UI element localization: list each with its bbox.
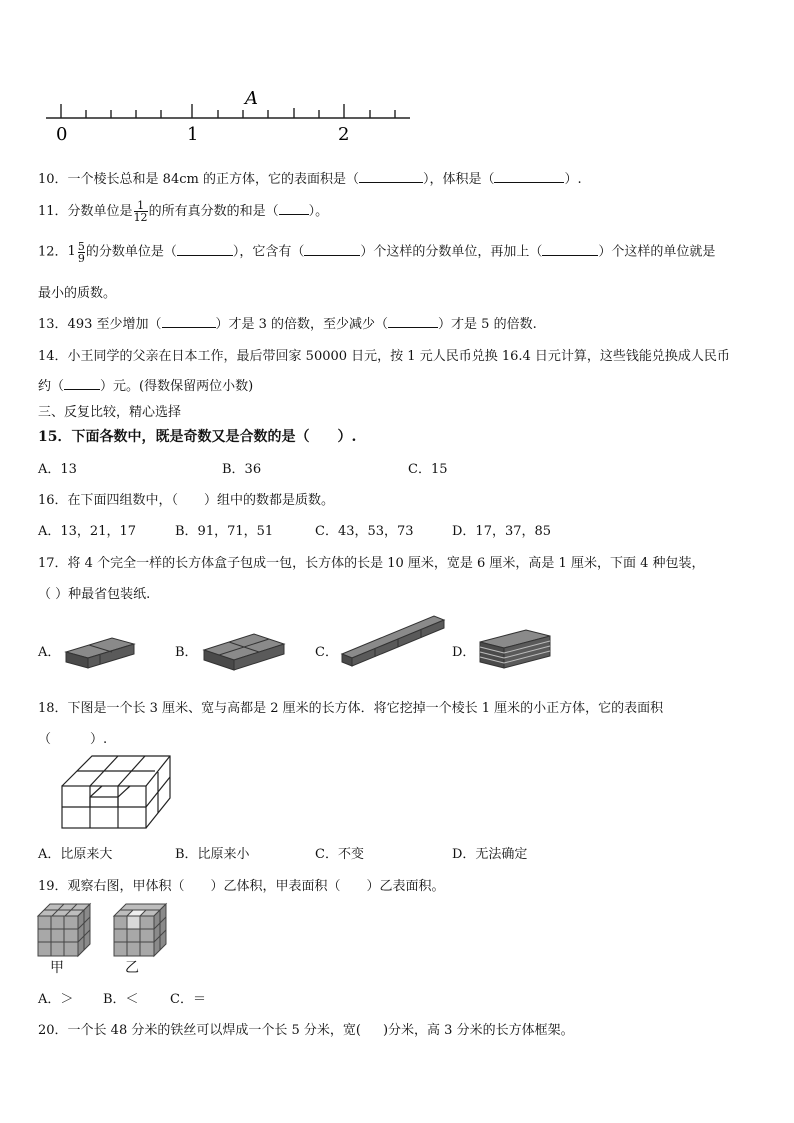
q19-text: 观察右图，甲体积（ ）乙体积，甲表面积（ ）乙表面积。 <box>67 879 445 894</box>
q11-frac-numerator: 1 <box>137 199 145 212</box>
question-19 <box>38 875 445 894</box>
q10-blank-volume[interactable] <box>494 170 564 183</box>
question-11 <box>38 199 328 225</box>
q18-line-2: （ ）. <box>38 732 108 747</box>
q20-blank[interactable] <box>361 1022 383 1034</box>
q12-text-1: 的分数单位是（ <box>85 244 177 260</box>
q19-option-c[interactable]: C．＝ <box>170 992 206 1007</box>
q18-cuboid-figure <box>60 752 175 832</box>
q11-text-2: 的所有真分数的和是（ <box>148 204 279 219</box>
question-12 <box>38 237 715 268</box>
q20-text-1: 一个长 48 分米的铁丝可以焊成一个长 5 分米，宽( <box>67 1023 361 1038</box>
q12-blank-2[interactable] <box>304 243 360 256</box>
q14-blank[interactable] <box>64 377 100 390</box>
q17-option-c[interactable]: C． <box>315 645 338 660</box>
q13-blank-2[interactable] <box>388 315 438 328</box>
q11-blank[interactable] <box>279 202 309 215</box>
q12-text-3: ）个这样的分数单位，再加上（ <box>360 244 543 260</box>
q16-number: 16． <box>38 493 68 508</box>
q18-option-b[interactable]: B．比原来小 <box>175 847 250 862</box>
question-13 <box>38 313 537 332</box>
q18-option-a[interactable]: A．比原来大 <box>38 847 113 862</box>
q14-text-2a: 约（ <box>38 379 65 394</box>
q16-option-c[interactable]: C．43，53，73 <box>315 524 414 539</box>
label-yi: 乙 <box>125 960 139 976</box>
q16-text: 在下面四组数中，（ ）组中的数都是质数。 <box>67 493 335 508</box>
question-14-line-2 <box>38 375 253 394</box>
q12-frac-denominator: 9 <box>77 251 85 265</box>
q20-number: 20． <box>38 1023 68 1038</box>
q19-cube-yi <box>112 902 168 958</box>
q13-blank-1[interactable] <box>162 315 216 328</box>
q12-frac-numerator: 5 <box>77 239 85 253</box>
q11-text-3: ）。 <box>308 204 329 219</box>
q15-option-b[interactable]: B．36 <box>222 462 262 477</box>
q19-cube-jia <box>36 902 92 958</box>
q14-text-2b: ）元。(得数保留两位小数) <box>100 379 254 394</box>
tick-label-2: 2 <box>338 124 350 145</box>
q16-option-d[interactable]: D．17，37，85 <box>452 524 552 539</box>
q17-package-a-image <box>62 622 138 672</box>
q13-text-2: ）才是 3 的倍数，至少减少（ <box>215 317 389 332</box>
q17-line-2: （ ）种最省包装纸. <box>38 587 151 602</box>
q15-option-a[interactable]: A．13 <box>38 462 77 477</box>
question-10 <box>38 168 582 187</box>
q14-number: 14． <box>38 349 68 364</box>
question-18 <box>38 697 663 716</box>
q12-text-4: ）个这样的单位就是 <box>598 244 716 260</box>
q15-text: 下面各数中，既是奇数又是合数的是（ ）. <box>71 429 357 445</box>
q10-text-1: 一个棱长总和是 84cm 的正方体，它的表面积是（ <box>67 172 359 187</box>
question-15 <box>38 426 356 446</box>
q13-number: 13． <box>38 317 68 332</box>
q18-line-1: 下图是一个长 3 厘米、宽与高都是 2 厘米的长方体．将它挖掉一个棱长 1 厘米的小正方体，它的表面积 <box>67 701 664 716</box>
q15-option-c[interactable]: C．15 <box>408 462 448 477</box>
q12-text-2: ），它含有（ <box>232 244 305 260</box>
q17-option-a[interactable]: A． <box>38 645 61 660</box>
number-line <box>40 86 420 146</box>
tick-label-1: 1 <box>187 124 199 145</box>
q10-blank-surface[interactable] <box>359 170 423 183</box>
q19-option-b[interactable]: B．＜ <box>103 992 139 1007</box>
q12-line-2: 最小的质数。 <box>38 286 117 301</box>
q18-number: 18． <box>38 701 68 716</box>
point-label-a: A <box>245 88 258 109</box>
q16-option-a[interactable]: A．13，21，17 <box>38 524 137 539</box>
q11-frac-denominator: 12 <box>133 211 148 224</box>
q11-number: 11． <box>38 204 68 219</box>
q12-mixed-number <box>68 237 86 267</box>
q14-line-1: 小王同学的父亲在日本工作，最后带回家 50000 日元，按 1 元人民币兑换 16.4 日元计算，这些钱能兑换成人民币 <box>67 349 730 364</box>
q11-fraction <box>134 200 148 223</box>
q13-text-3: ）才是 5 的倍数. <box>438 317 537 332</box>
q18-option-c[interactable]: C．不变 <box>315 847 364 862</box>
q12-blank-3[interactable] <box>542 243 598 256</box>
q18-option-d[interactable]: D．无法确定 <box>452 847 528 862</box>
q17-line-1: 将 4 个完全一样的长方体盒子包成一包，长方体的长是 10 厘米，宽是 6 厘米，高是 1 厘米，下面 4 种包装， <box>67 556 705 571</box>
q20-text-2: )分米，高 3 分米的长方体框架。 <box>382 1023 574 1038</box>
question-20 <box>38 1019 574 1038</box>
q17-option-b[interactable]: B． <box>175 645 198 660</box>
q12-blank-1[interactable] <box>177 243 233 256</box>
q17-package-b-image <box>200 620 290 672</box>
question-16 <box>38 489 334 508</box>
question-14 <box>38 345 730 364</box>
q15-number: 15． <box>38 429 72 445</box>
q17-number: 17． <box>38 556 68 571</box>
q10-text-3: ）. <box>564 172 582 187</box>
q11-text-1: 分数单位是 <box>67 204 133 219</box>
q19-option-a[interactable]: A．＞ <box>38 992 74 1007</box>
question-17 <box>38 552 705 571</box>
q17-option-d[interactable]: D． <box>452 645 476 660</box>
q17-package-d-image <box>476 624 556 672</box>
q12-whole: 1 <box>67 244 76 259</box>
q12-number: 12． <box>38 244 68 260</box>
q17-package-c-image <box>338 608 448 672</box>
section-3-heading: 三、反复比较，精心选择 <box>38 405 182 420</box>
q10-text-2: ），体积是（ <box>422 172 495 187</box>
q16-option-b[interactable]: B．91，71，51 <box>175 524 274 539</box>
label-jia: 甲 <box>50 960 64 976</box>
q10-number: 10． <box>38 172 68 187</box>
tick-label-0: 0 <box>56 124 68 145</box>
q19-number: 19． <box>38 879 68 894</box>
q13-text-1: 493 至少增加（ <box>67 317 162 332</box>
